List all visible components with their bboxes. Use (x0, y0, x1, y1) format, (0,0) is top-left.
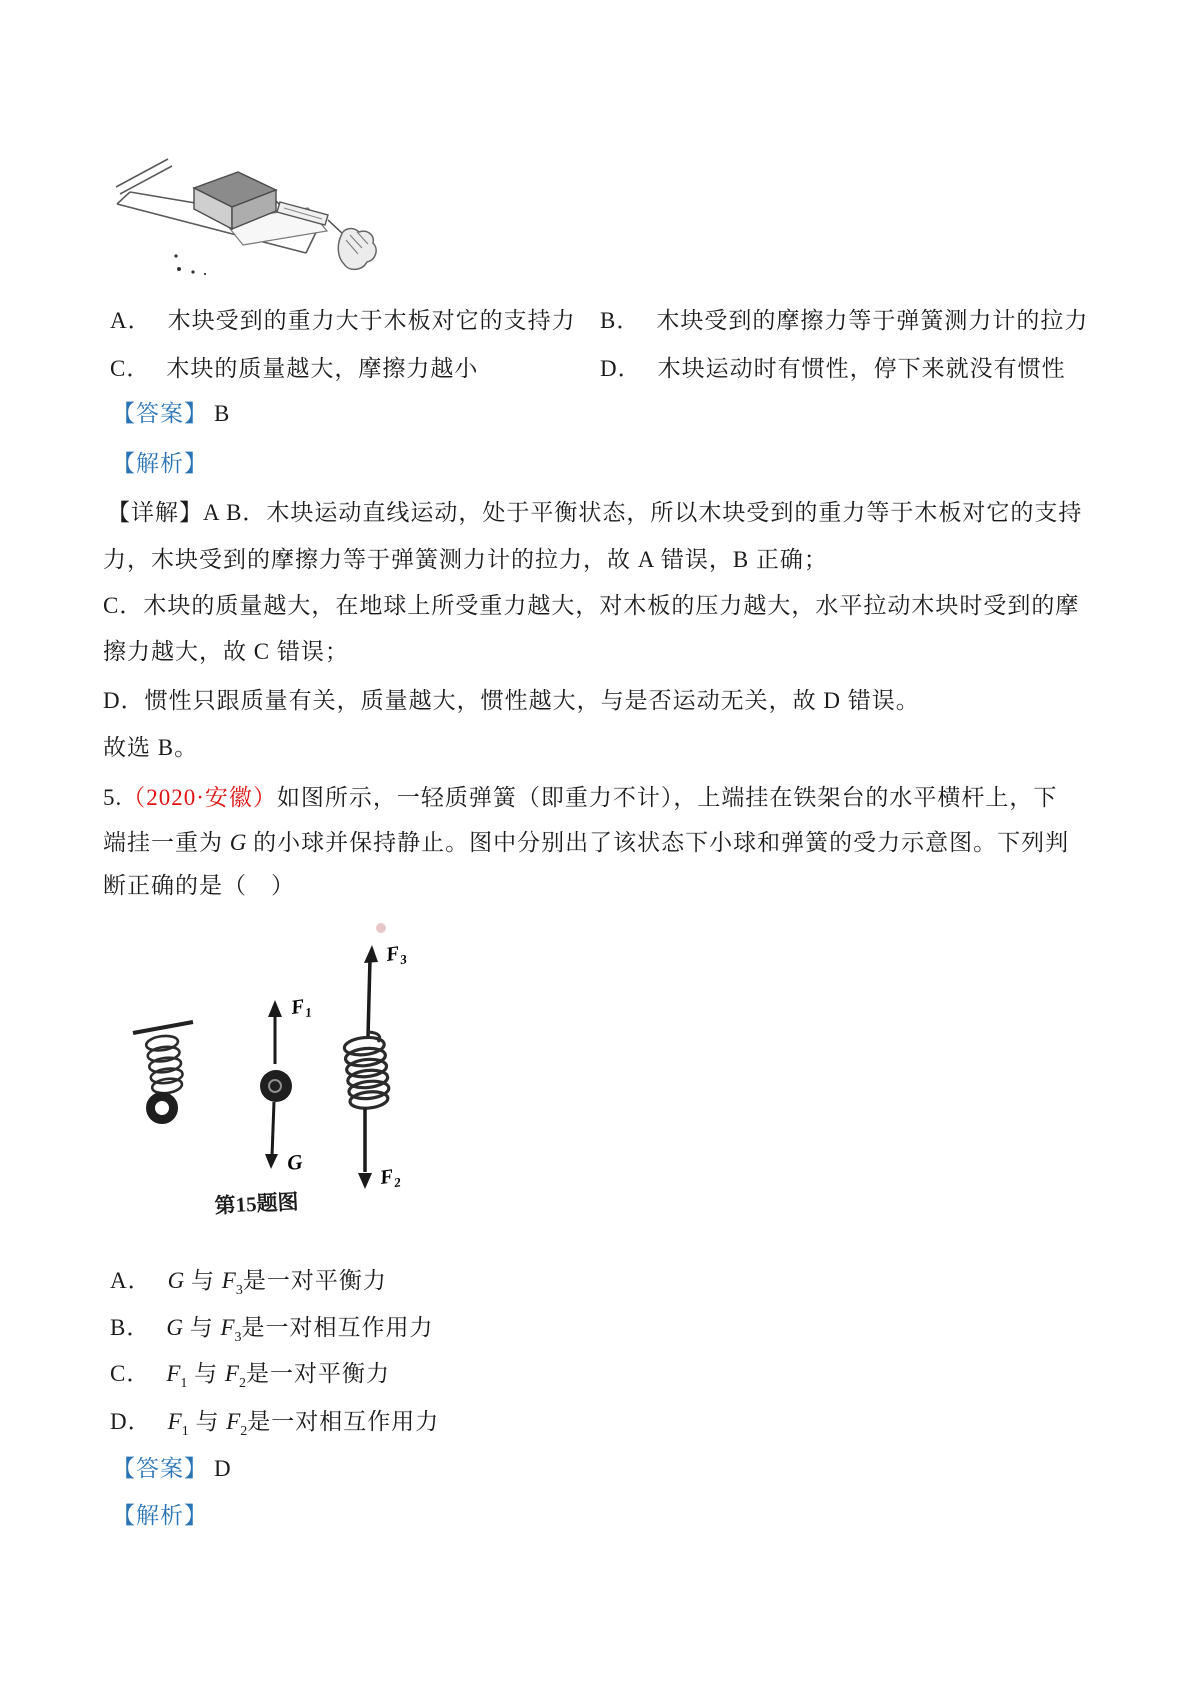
q4-option-d (600, 354, 1066, 384)
q5-option-b-sym2: F (220, 1315, 235, 1340)
q5-option-d (110, 1407, 439, 1447)
hanging-ball-ring (151, 1097, 174, 1120)
left-spring-assembly (133, 1022, 193, 1120)
q5-option-b-label: B． (110, 1315, 151, 1340)
q5-stem-text-2a: 端挂一重为 (103, 830, 230, 855)
q5-analysis-tag: 【解析】 (112, 1503, 208, 1528)
arrow-g-head (265, 1154, 278, 1169)
q4-option-a-text: 木块受到的重力大于木板对它的支持力 (167, 308, 576, 333)
q4-detail-line-5: D．惯性只跟质量有关，质量越大，惯性越大，与是否运动无关，故 D 错误。 (103, 688, 920, 713)
q4-analysis-tag-line (112, 449, 208, 479)
q4-option-a-label: A． (110, 308, 152, 333)
q5-option-c-text: 是一对平衡力 (245, 1361, 390, 1386)
q4-option-a (110, 306, 576, 336)
ink-dots (174, 254, 206, 275)
q4-detail-tag: 【详解】 (107, 500, 203, 525)
q5-source: （2020·安徽） (122, 785, 277, 810)
q5-option-d-text: 是一对相互作用力 (247, 1409, 440, 1434)
left-spring-coil-icon (145, 1034, 185, 1095)
q4-answer-line (112, 399, 230, 429)
q4-detail-line-3: C．木块的质量越大，在地球上所受重力越大，对木板的压力越大，水平拉动木块时受到的摩 (103, 593, 1080, 618)
q5-analysis-tag-line (112, 1501, 208, 1531)
q5-option-d-sym1: F (167, 1409, 182, 1434)
q4-answer-letter: B (214, 401, 231, 426)
arrow-g-shaft (272, 1102, 274, 1156)
q5-answer-tag: 【答案】 (112, 1456, 208, 1481)
question15-figure (115, 912, 445, 1227)
support-bar (133, 1022, 193, 1033)
q5-option-a-sym2: F (221, 1268, 236, 1293)
ball-icon (260, 1070, 292, 1102)
pull-string (328, 220, 343, 234)
q5-option-c-sym2: F (224, 1361, 239, 1386)
q5-option-c-mid: 与 (187, 1361, 225, 1386)
q4-analysis-tag: 【解析】 (112, 451, 208, 476)
q5-option-a (110, 1266, 387, 1306)
q5-option-d-label: D． (110, 1409, 152, 1434)
q5-option-b-sub2: 3 (234, 1330, 242, 1345)
q4-conclusion-line: 故选 B。 (103, 735, 199, 760)
label-f1: $F_1$ (289, 995, 313, 1021)
q5-number: 5. (103, 785, 123, 810)
label-f2: $F_2$ (378, 1165, 402, 1191)
ball-force-diagram (260, 994, 313, 1175)
q4-detail-text-1: A B．木块运动直线运动，处于平衡状态，所以木块受到的重力等于木板对它的支持 (203, 500, 1083, 525)
arrow-f2-head (358, 1173, 372, 1189)
q5-option-c-sym1: F (166, 1361, 181, 1386)
q4-option-d-text: 木块运动时有惯性，停下来就没有惯性 (657, 356, 1066, 381)
q4-option-c-label: C． (110, 356, 151, 381)
question4-figure (110, 132, 400, 278)
q5-option-a-text: 是一对平衡力 (242, 1268, 387, 1293)
q5-option-b (110, 1313, 434, 1353)
q5-stem-line-3: 断正确的是（ ） (103, 873, 295, 898)
q4-option-b-label: B． (600, 308, 641, 333)
q5-option-d-mid: 与 (188, 1409, 227, 1434)
q5-option-b-sym1: G (166, 1315, 183, 1340)
q5-option-d-sub1: 1 (181, 1424, 189, 1439)
q4-detail-line-1 (107, 498, 1082, 528)
q4-option-b-text: 木块受到的摩擦力等于弹簧测力计的拉力 (656, 308, 1089, 333)
q4-detail-line-2: 力，木块受到的摩擦力等于弹簧测力计的拉力，故 A 错误，B 正确； (103, 547, 828, 572)
q5-option-a-label: A． (110, 1268, 152, 1293)
q5-option-d-sub2: 2 (240, 1424, 248, 1439)
hand-icon (338, 229, 376, 270)
spring-force-diagram (344, 923, 409, 1192)
q5-stem-text-1: 如图所示，一轻质弹簧（即重力不计），上端挂在铁架台的水平横杆上，下 (276, 785, 1058, 810)
q4-detail-line-4: 擦力越大，故 C 错误； (103, 639, 349, 664)
q5-option-a-sub2: 3 (235, 1283, 243, 1298)
figure-caption: 第15题图 (214, 1189, 300, 1218)
q5-option-b-text: 是一对相互作用力 (241, 1315, 434, 1340)
q5-option-a-sym1: G (167, 1268, 185, 1293)
q5-stem-line-2 (103, 828, 1069, 858)
arrow-f3-shaft (368, 959, 370, 1037)
q4-option-d-label: D． (600, 356, 642, 381)
q5-stem-text-2b: 的小球并保持静止。图中分别出了该状态下小球和弹簧的受力示意图。下列判 (246, 830, 1070, 855)
q5-answer-line (112, 1454, 232, 1484)
q4-answer-tag: 【答案】 (112, 401, 208, 426)
label-g: G (286, 1149, 304, 1175)
q5-option-c (110, 1359, 390, 1399)
q4-option-b (600, 306, 1088, 336)
label-f3: $F_3$ (384, 942, 408, 968)
q5-option-a-mid: 与 (184, 1268, 222, 1293)
q5-option-d-sym2: F (226, 1409, 241, 1434)
q4-option-c (110, 354, 478, 384)
board-left-end (117, 192, 130, 204)
right-spring-coil-icon (344, 1036, 391, 1110)
scan-smudge (376, 923, 386, 933)
q5-option-c-sub2: 2 (238, 1376, 246, 1391)
q5-stem-line-1 (103, 783, 1057, 813)
q4-option-c-text: 木块的质量越大，摩擦力越小 (166, 356, 479, 381)
q5-option-c-label: C． (110, 1361, 151, 1386)
q5-symbol-g: G (229, 830, 247, 855)
q5-option-c-sub1: 1 (180, 1376, 188, 1391)
q5-answer-letter: D (214, 1456, 232, 1481)
q5-option-b-mid: 与 (182, 1315, 221, 1340)
